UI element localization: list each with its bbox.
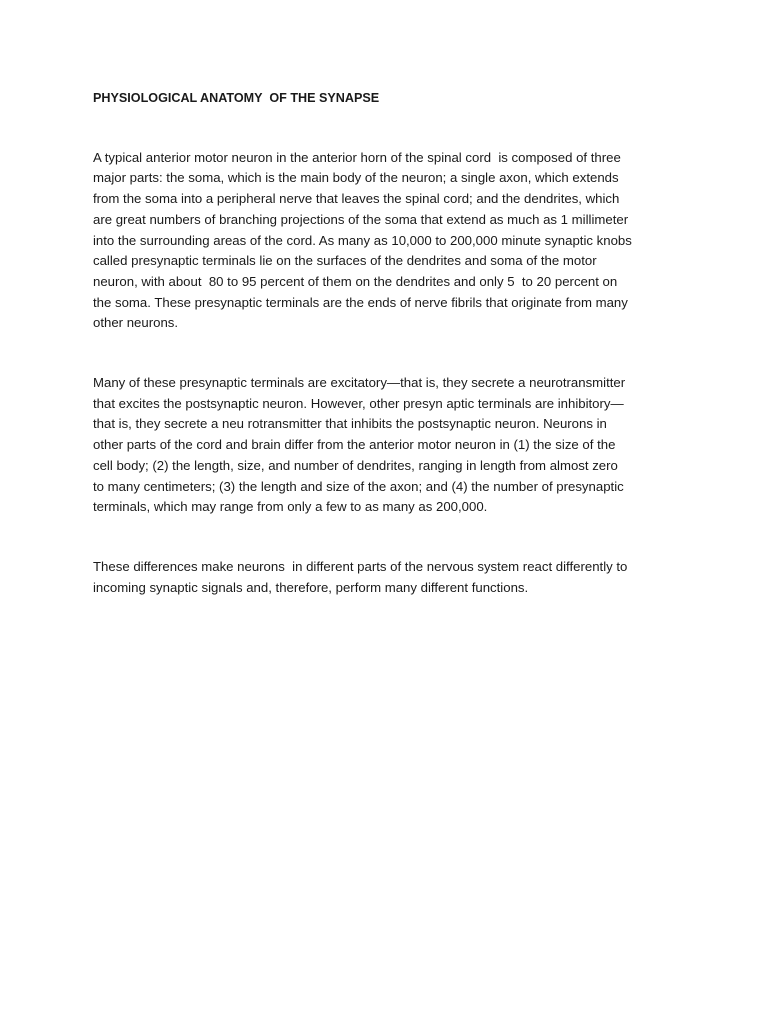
document-title: PHYSIOLOGICAL ANATOMY OF THE SYNAPSE <box>93 91 380 105</box>
paragraph-line: are great numbers of branching projections of the soma that extend as much as 1 millimeter <box>93 211 629 227</box>
paragraph-line: A typical anterior motor neuron in the anterior horn of the spinal cord is composed of three <box>93 149 621 165</box>
paragraph-line: into the surrounding areas of the cord. As many as 10,000 to 200,000 minute synaptic knobs <box>93 232 632 248</box>
paragraph-line: neuron, with about 80 to 95 percent of them on the dendrites and only 5 to 20 percent on <box>93 273 618 289</box>
paragraph-1 <box>93 148 673 334</box>
paragraph-line: from the soma into a peripheral nerve that leaves the spinal cord; and the dendrites, which <box>93 191 620 207</box>
paragraph-line: terminals, which may range from only a few to as many as 200,000. <box>93 499 488 515</box>
paragraph-2 <box>93 373 673 518</box>
paragraph-line: major parts: the soma, which is the main body of the neuron; a single axon, which extends <box>93 170 619 186</box>
paragraph-line: incoming synaptic signals and, therefore, perform many different functions. <box>93 579 529 595</box>
paragraph-line: the soma. These presynaptic terminals are the ends of nerve fibrils that originate from many <box>93 294 628 310</box>
paragraph-line: cell body; (2) the length, size, and number of dendrites, ranging in length from almost zero <box>93 457 618 473</box>
paragraph-line: that is, they secrete a neu rotransmitter that inhibits the postsynaptic neuron. Neurons in <box>93 416 607 432</box>
paragraph-line: These differences make neurons in different parts of the nervous system react differently to <box>93 558 628 574</box>
paragraph-line: called presynaptic terminals lie on the surfaces of the dendrites and soma of the motor <box>93 253 597 269</box>
paragraph-line: other parts of the cord and brain differ from the anterior motor neuron in (1) the size of the <box>93 437 616 453</box>
paragraph-3 <box>93 557 673 598</box>
paragraph-line: to many centimeters; (3) the length and size of the axon; and (4) the number of presynaptic <box>93 478 624 494</box>
document-body <box>93 88 673 637</box>
paragraph-line: that excites the postsynaptic neuron. However, other presyn aptic terminals are inhibitory— <box>93 395 624 411</box>
paragraph-line: other neurons. <box>93 315 179 331</box>
paragraph-line: Many of these presynaptic terminals are excitatory—that is, they secrete a neurotransmitter <box>93 375 626 391</box>
